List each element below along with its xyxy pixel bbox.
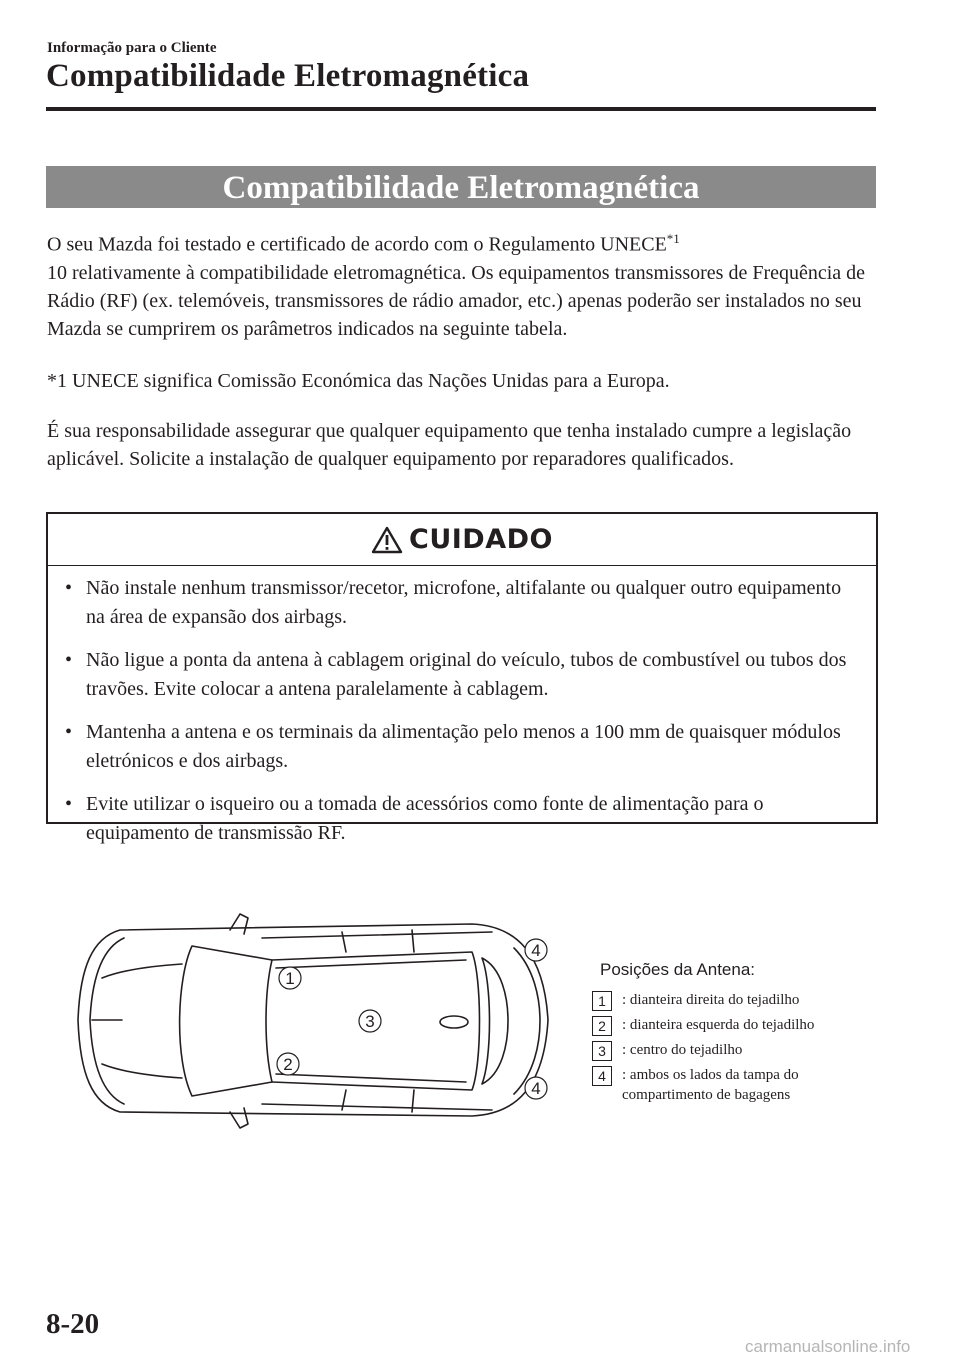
caution-header <box>48 514 876 566</box>
header-divider <box>46 107 876 111</box>
legend-number: 3 <box>592 1041 612 1061</box>
bullet-icon: • <box>65 577 73 599</box>
svg-text:4: 4 <box>531 941 541 960</box>
legend-number: 4 <box>592 1066 612 1086</box>
section-title-band: Compatibilidade Eletromagnética <box>46 166 876 208</box>
caution-list <box>48 574 876 862</box>
section-label: Informação para o Cliente <box>47 40 217 56</box>
warning-triangle-icon <box>371 526 403 554</box>
intro-rest: 10 relativamente à compatibilidade eletromagnética. Os equipamentos transmissores de Frequência de Rádio (RF) (ex. telemóveis, transmissores de rádio amador, etc.) apenas poderão ser instalados no seu Mazda se cumprirem os parâmetros indicados na seguinte tabela. <box>47 261 866 340</box>
page-number: 8-20 <box>46 1308 100 1340</box>
antenna-marker-1 <box>279 967 301 989</box>
bullet-icon: • <box>65 649 73 671</box>
antenna-marker-4-bottom <box>525 1077 547 1099</box>
footnote: *1 UNECE significa Comissão Económica das Nações Unidas para a Europa. <box>47 370 670 392</box>
caution-box <box>46 512 878 844</box>
footnote-ref: *1 <box>666 231 680 246</box>
antenna-marker-3 <box>359 1010 381 1032</box>
legend-text: : dianteira direita do tejadilho <box>622 992 800 1008</box>
caution-item-text: Mantenha a antena e os terminais da alimentação pelo menos a 100 mm de quaisquer módulos eletrónicos e dos airbags. <box>86 721 841 772</box>
intro-paragraph <box>47 225 877 343</box>
legend-row <box>592 990 892 1010</box>
intro-line1: O seu Mazda foi testado e certificado de acordo com o Regulamento UNECE <box>47 233 667 256</box>
caution-item <box>48 718 876 776</box>
legend-number: 1 <box>592 991 612 1011</box>
antenna-marker-4-top <box>525 939 547 961</box>
caution-item <box>48 646 876 704</box>
bullet-icon: • <box>65 793 73 815</box>
antenna-legend <box>592 960 892 1110</box>
svg-text:4: 4 <box>531 1079 541 1098</box>
legend-text: : centro do tejadilho <box>622 1042 743 1058</box>
caution-item-text: Não ligue a ponta da antena à cablagem original do veículo, tubos de combustível ou tubos dos travões. Evite colocar a antena paralelamente à cablagem. <box>86 649 847 700</box>
svg-text:1: 1 <box>285 969 295 988</box>
svg-text:2: 2 <box>283 1055 293 1074</box>
caution-item-text: Evite utilizar o isqueiro ou a tomada de acessórios como fonte de alimentação para o equipamento de transmissão RF. <box>86 793 764 844</box>
caution-item-text: Não instale nenhum transmissor/recetor, microfone, altifalante ou qualquer outro equipamento na área de expansão dos airbags. <box>86 577 842 628</box>
legend-text: : dianteira esquerda do tejadilho <box>622 1017 815 1033</box>
caution-item <box>48 574 876 632</box>
svg-text:3: 3 <box>365 1012 375 1031</box>
bullet-icon: • <box>65 721 73 743</box>
legend-title: Posições da Antena: <box>600 960 756 979</box>
legend-number: 2 <box>592 1016 612 1036</box>
caution-item <box>48 790 876 848</box>
page-title: Compatibilidade Eletromagnética <box>46 58 530 94</box>
antenna-marker-2 <box>277 1053 299 1075</box>
legend-text: : ambos os lados da tampa do compartimento de bagagens <box>622 1067 799 1103</box>
legend-row <box>592 1065 892 1105</box>
caution-title: CUIDADO <box>409 524 553 555</box>
car-top-view-diagram <box>62 908 562 1133</box>
watermark: carmanualsonline.info <box>745 1337 911 1356</box>
legend-row <box>592 1015 892 1035</box>
legend-row <box>592 1040 892 1060</box>
responsibility-paragraph: É sua responsabilidade assegurar que qualquer equipamento que tenha instalado cumpre a legislação aplicável. Solicite a instalação de qualquer equipamento por reparadores qualificados. <box>47 420 852 470</box>
